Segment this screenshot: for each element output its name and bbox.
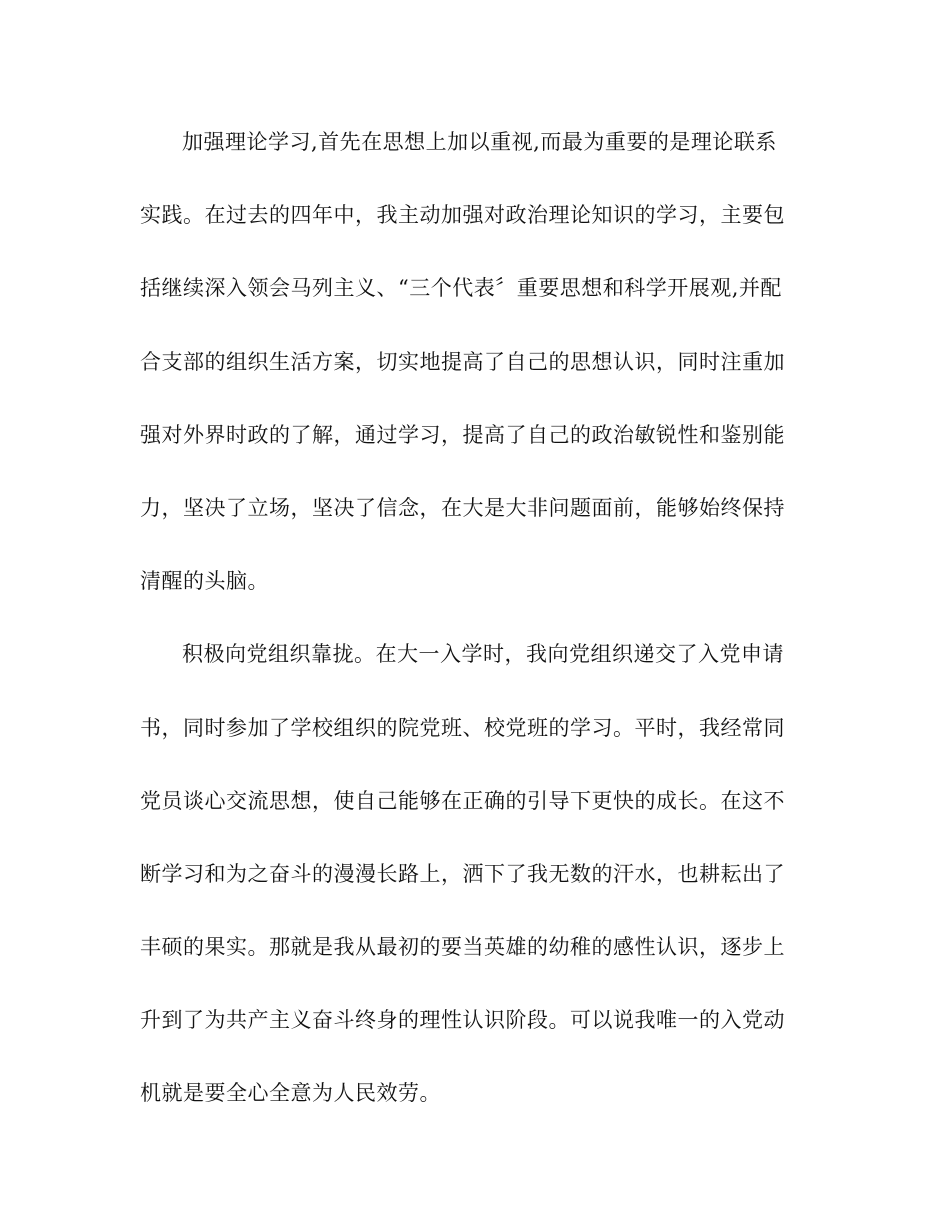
text-line: 合支部的组织生活方案，切实地提高了自己的思想认识，同时注重加 bbox=[140, 349, 785, 374]
text-line: 括继续深入领会马列主义、“三个代表〞重要思想和科学开展观,并配 bbox=[140, 276, 782, 301]
document-body bbox=[140, 121, 800, 1146]
text-line: 积极向党组织靠拢。在大一入学时，我向党组织递交了入党申请 bbox=[182, 642, 784, 667]
text-line: 加强理论学习,首先在思想上加以重视,而最为重要的是理论联系 bbox=[182, 130, 777, 154]
text-line: 机就是要全心全意为人民效劳。 bbox=[140, 1081, 441, 1106]
text-line: 清醒的头脑。 bbox=[140, 569, 269, 594]
paragraph-party-approach bbox=[140, 633, 800, 1145]
text-line: 力，坚决了立场，坚决了信念，在大是大非问题面前，能够始终保持 bbox=[140, 495, 785, 520]
text-line: 断学习和为之奋斗的漫漫长路上，洒下了我无数的汗水，也耕耘出了 bbox=[140, 861, 785, 886]
text-line: 党员谈心交流思想，使自己能够在正确的引导下更快的成长。在这不 bbox=[140, 788, 785, 813]
text-line: 实践。在过去的四年中，我主动加强对政治理论知识的学习，主要包 bbox=[140, 203, 785, 228]
text-line: 丰硕的果实。那就是我从最初的要当英雄的幼稚的感性认识，逐步上 bbox=[140, 935, 785, 960]
text-line: 书，同时参加了学校组织的院党班、校党班的学习。平时，我经常同 bbox=[140, 715, 785, 740]
text-line: 升到了为共产主义奋斗终身的理性认识阶段。可以说我唯一的入党动 bbox=[140, 1008, 785, 1033]
text-line: 强对外界时政的了解，通过学习，提高了自己的政治敏锐性和鉴别能 bbox=[140, 422, 785, 447]
paragraph-theory-study bbox=[140, 121, 800, 633]
